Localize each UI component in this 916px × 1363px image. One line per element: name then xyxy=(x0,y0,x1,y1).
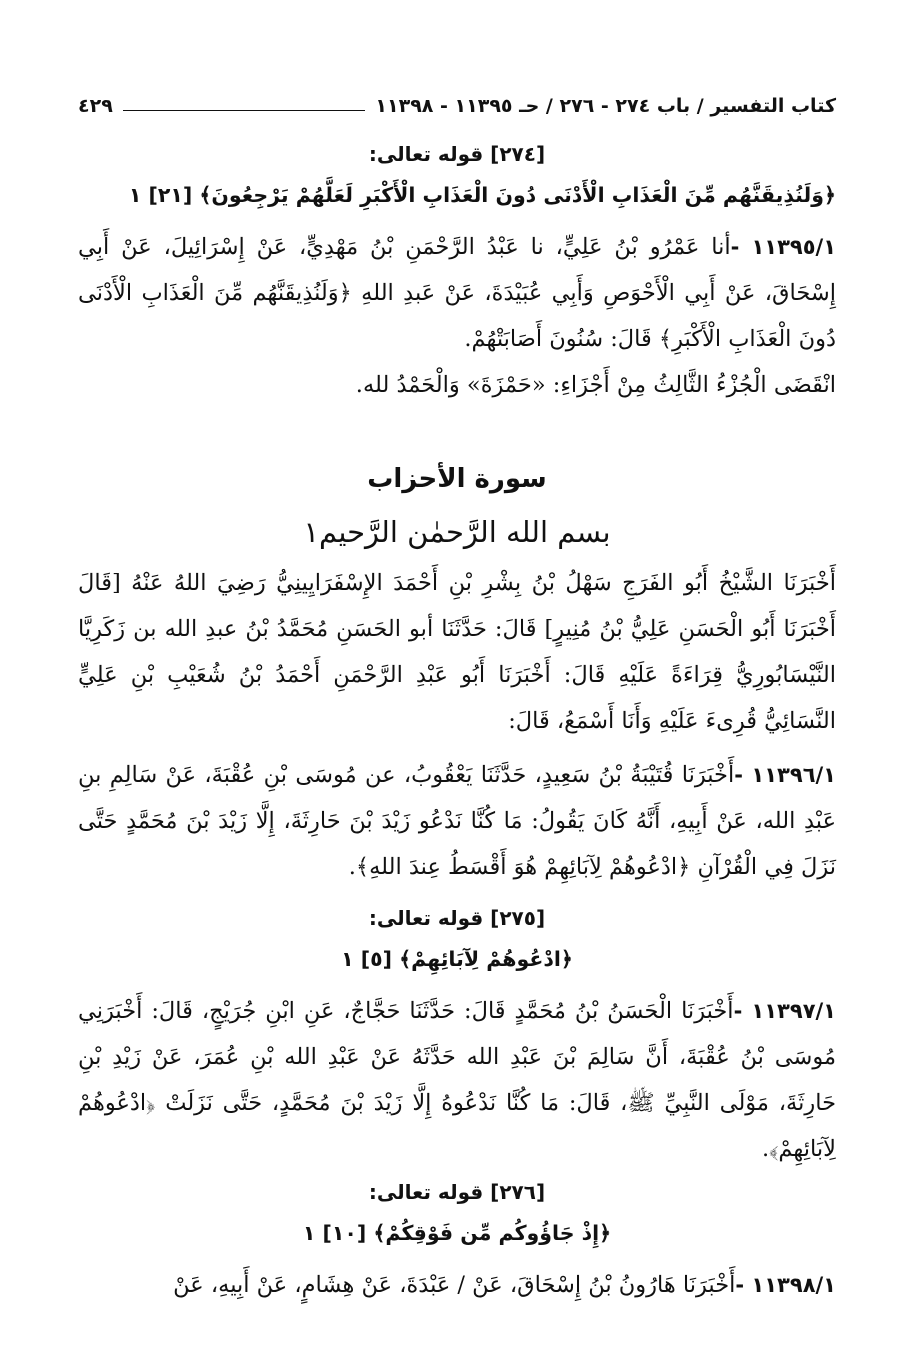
surah-title: سورة الأحزاب xyxy=(367,464,547,494)
hadith-11396-number: ١١٣٩٦/١ - xyxy=(734,763,836,787)
surah-isnad: أَخْبَرَنَا الشَّيْخُ أَبُو الفَرَجِ سَهْلُ بْنُ بِشْرِ بْنِ أَحْمَدَ الإِسْفَرَايِينِيُّ رَضِيَ اللهُ عَنْهُ [قَالَ أَخْبَرَنَا أَبُو الْحَسَنِ عَلِيُّ بْنُ مُنِيرٍ] قَالَ: حَدَّثَنَا أبو الحَسَنِ مُحَمَّدُ بْنُ عبدِ الله بن زَكَرِيَّا النَّيْسَابُورِيُّ قِرَاءَةً عَلَيْهِ قَالَ: أَخْبَرَنَا أَبُو عَبْدِ الرَّحْمَنِ أَحْمَدُ بْنُ شُعَيْبِ بْنِ عَلِيٍّ النَّسَائِيُّ قُرِىءَ عَلَيْهِ وَأَنَا أَسْمَعُ، قَالَ: xyxy=(78,570,836,734)
hadith-11396-text: أَخْبَرَنَا قُتَيْبَةُ بْنُ سَعِيدٍ، حَدَّثَنَا يَعْقُوبُ، عن مُوسَى بْنِ عُقْبَةَ، عَنْ سَالِمِ بنِ عَبْدِ الله، عَنْ أَبِيهِ، أَنَّهُ كَانَ يَقُولُ: مَا كُنَّا نَدْعُو زَيْدَ بْنَ حَارِثَةَ، إِلَّا زَيْدَ بْنَ مُحَمَّدٍ حَتَّى نَزَلَ فِي الْقُرْآنِ ﴿ادْعُوهُمْ لِآبَائِهِمْ هُوَ أَقْسَطُ عِندَ اللهِ﴾. xyxy=(78,762,836,880)
part-end-note: انْقَضَى الْجُزْءُ الثَّالِثُ مِنْ أَجْزَاءِ: «حَمْزَةَ» وَالْحَمْدُ لله. xyxy=(355,372,836,398)
section-276-verse: ﴿إِذْ جَاؤُوكُم مِّن فَوْقِكُمْ﴾ [١٠] ١ xyxy=(302,1221,612,1245)
hadith-11395-text: أنا عَمْرُو بْنُ عَلِيٍّ، نا عَبْدُ الرَّحْمَنِ بْنُ مَهْدِيٍّ، عَنْ إِسْرَائِيلَ، عَنْ أَبِي إِسْحَاقَ، عَنْ أَبِي الْأَحْوَصِ وَأَبِي عُبَيْدَةَ، عَنْ عَبدِ اللهِ ﴿وَلَنُذِيقَنَّهُم مِّنَ الْعَذَابِ الْأَدْنَى دُونَ الْعَذَابِ الْأَكْبَرِ﴾ قَالَ: سُنُونَ أَصَابَتْهُمْ. xyxy=(78,234,836,352)
section-276-label: [٢٧٦] قوله تعالى: xyxy=(368,1180,546,1204)
running-head-title: كتاب التفسير / باب ٢٧٤ - ٢٧٦ / حـ ١١٣٩٥ - ١١٣٩٨ xyxy=(375,95,836,117)
running-head xyxy=(78,84,836,118)
section-275-label: [٢٧٥] قوله تعالى: xyxy=(368,906,546,930)
basmala: بسم الله الرَّحمٰن الرَّحيم١ xyxy=(303,515,611,549)
hadith-11398-number: ١١٣٩٨/١ - xyxy=(735,1273,836,1297)
page-body xyxy=(78,134,836,1308)
section-275-verse: ﴿ادْعُوهُمْ لِآبَائِهِمْ﴾ [٥] ١ xyxy=(341,947,573,971)
hadith-11395-number: ١١٣٩٥/١ - xyxy=(730,235,837,259)
hadith-11398-text: أَخْبَرَنَا هَارُونُ بْنُ إِسْحَاقَ، عَنْ / عَبْدَةَ، عَنْ هِشَامٍ، عَنْ أَبِيهِ، عَنْ xyxy=(173,1272,736,1298)
hadith-11397-text: أَخْبَرَنَا الْحَسَنُ بْنُ مُحَمَّدٍ قَالَ: حَدَّثَنَا حَجَّاجٌ، عَنِ ابْنِ جُرَيْجٍ، قَالَ: أَخْبَرَنِي مُوسَى بْنُ عُقْبَةَ، أَنَّ سَالِمَ بْنَ عَبْدِ الله حَدَّثَهُ عَنْ عَبْدِ الله بْنِ عُمَرَ، عَنْ زَيْدِ بْنِ حَارِثَةَ، مَوْلَى النَّبِيِّ ﷺ، قَالَ: مَا كُنَّا نَدْعُوهُ إِلَّا زَيْدَ بْنَ مُحَمَّدٍ، حَتَّى نَزَلَتْ ﴿ادْعُوهُمْ لِآبَائِهِمْ﴾. xyxy=(78,998,836,1162)
section-274-label: [٢٧٤] قوله تعالى: xyxy=(368,142,546,166)
section-274-verse: ﴿وَلَنُذِيقَنَّهُم مِّنَ الْعَذَابِ الْأَدْنَى دُونَ الْعَذَابِ الْأَكْبَرِ لَعَلَّهُمْ يَرْجِعُونَ﴾ [٢١] ١ xyxy=(128,183,836,207)
hadith-11397-number: ١١٣٩٧/١ - xyxy=(733,999,836,1023)
hadith-11397 xyxy=(78,988,836,1172)
page-number: ٤٢٩ xyxy=(78,95,113,117)
running-head-rule xyxy=(123,110,366,111)
hadith-11396 xyxy=(78,752,836,890)
hadith-11398 xyxy=(78,1262,836,1308)
hadith-11395 xyxy=(78,224,836,362)
